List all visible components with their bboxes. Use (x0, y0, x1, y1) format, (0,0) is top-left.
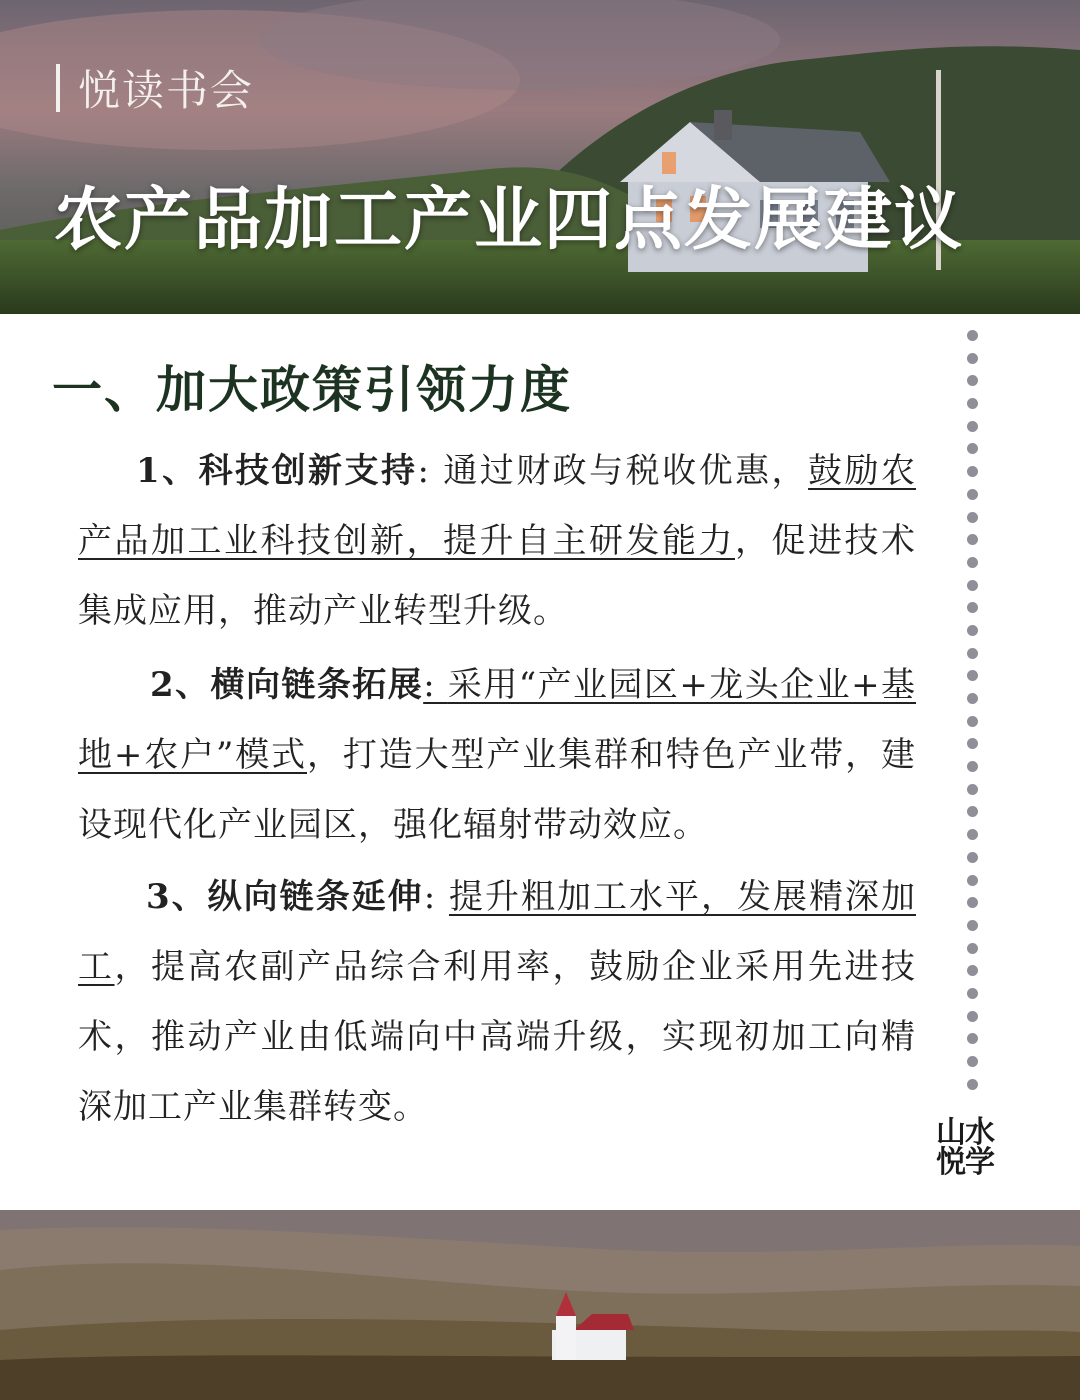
rail-dot (967, 693, 978, 704)
series-name: 悦读书会 (78, 66, 255, 115)
brand-logo (936, 1115, 1012, 1180)
paragraph-2-text-b: ，打造大型产业集群和特色产业带，建设现代化产业园区，强化辐射带动效应。 (78, 735, 916, 845)
rail-dot (967, 1011, 978, 1022)
rail-dot (967, 761, 978, 772)
rail-dot (967, 512, 978, 523)
paragraph-2 (78, 650, 916, 860)
rail-dot (967, 920, 978, 931)
paragraph-3-lead: 3、纵向链条延伸 (146, 877, 424, 917)
rail-dot (967, 829, 978, 840)
paragraph-1-separator: : (417, 451, 444, 491)
paragraph-2-underlined: 采用“产业园区+龙头企业+基地+农户”模式 (78, 665, 916, 775)
rail-dot (967, 625, 978, 636)
paragraph-2-separator: : (423, 665, 448, 705)
rail-dot (967, 784, 978, 795)
logo-line-1: 山水 (936, 1115, 994, 1150)
rail-dot (967, 398, 978, 409)
paragraph-1-underlined: 鼓励农产品加工业科技创新，提升自主研发能力 (78, 451, 917, 561)
rail-dot (967, 330, 978, 341)
paragraph-3 (78, 862, 916, 1142)
logo-line-2: 悦学 (936, 1145, 994, 1180)
rail-dot (967, 897, 978, 908)
rail-dot (967, 466, 978, 477)
rail-dot (967, 943, 978, 954)
section-heading: 一、加大政策引领力度 (52, 360, 572, 419)
paragraph-3-underlined: 提升粗加工水平，发展精深加工 (78, 877, 917, 987)
rail-dot (967, 988, 978, 999)
landscape-church-image (0, 1210, 1080, 1400)
rail-dot (967, 1079, 978, 1090)
paragraph-1-text-a: 通过财政与税收优惠， (443, 451, 809, 491)
series-bar-divider (56, 64, 60, 112)
rail-dot (967, 443, 978, 454)
rail-dot (967, 421, 978, 432)
paragraph-1 (78, 436, 916, 646)
rail-dot (967, 602, 978, 613)
rail-dot (967, 375, 978, 386)
page-title: 农产品加工产业四点发展建议 (54, 180, 965, 260)
rail-dot (967, 875, 978, 886)
paragraph-3-separator: : (423, 877, 449, 917)
rail-dot (967, 1056, 978, 1067)
series-tag (56, 58, 254, 118)
rail-dot (967, 852, 978, 863)
paragraph-1-lead: 1、科技创新支持 (136, 451, 418, 491)
rail-dot (967, 670, 978, 681)
rail-dot (967, 557, 978, 568)
header-banner (0, 0, 1080, 314)
paragraph-3-text-b: ，提高农副产品综合利用率，鼓励企业采用先进技术，推动产业由低端向中高端升级，实现初加工向精深加工产业集群转变。 (78, 947, 916, 1127)
rail-dot (967, 716, 978, 727)
rail-dot (967, 965, 978, 976)
rail-dot (967, 648, 978, 659)
landscape-house-image (0, 0, 1080, 314)
rail-dot (967, 580, 978, 591)
rail-dot (967, 489, 978, 500)
rail-dot (967, 534, 978, 545)
dotted-divider (964, 330, 980, 1090)
paragraph-2-lead: 2、横向链条拓展 (150, 665, 424, 705)
rail-dot (967, 353, 978, 364)
rail-dot (967, 1033, 978, 1044)
rail-dot (967, 738, 978, 749)
footer-banner (0, 1210, 1080, 1400)
paragraph-1-text-b: ，促进技术集成应用，推动产业转型升级。 (78, 521, 916, 631)
rail-dot (967, 806, 978, 817)
